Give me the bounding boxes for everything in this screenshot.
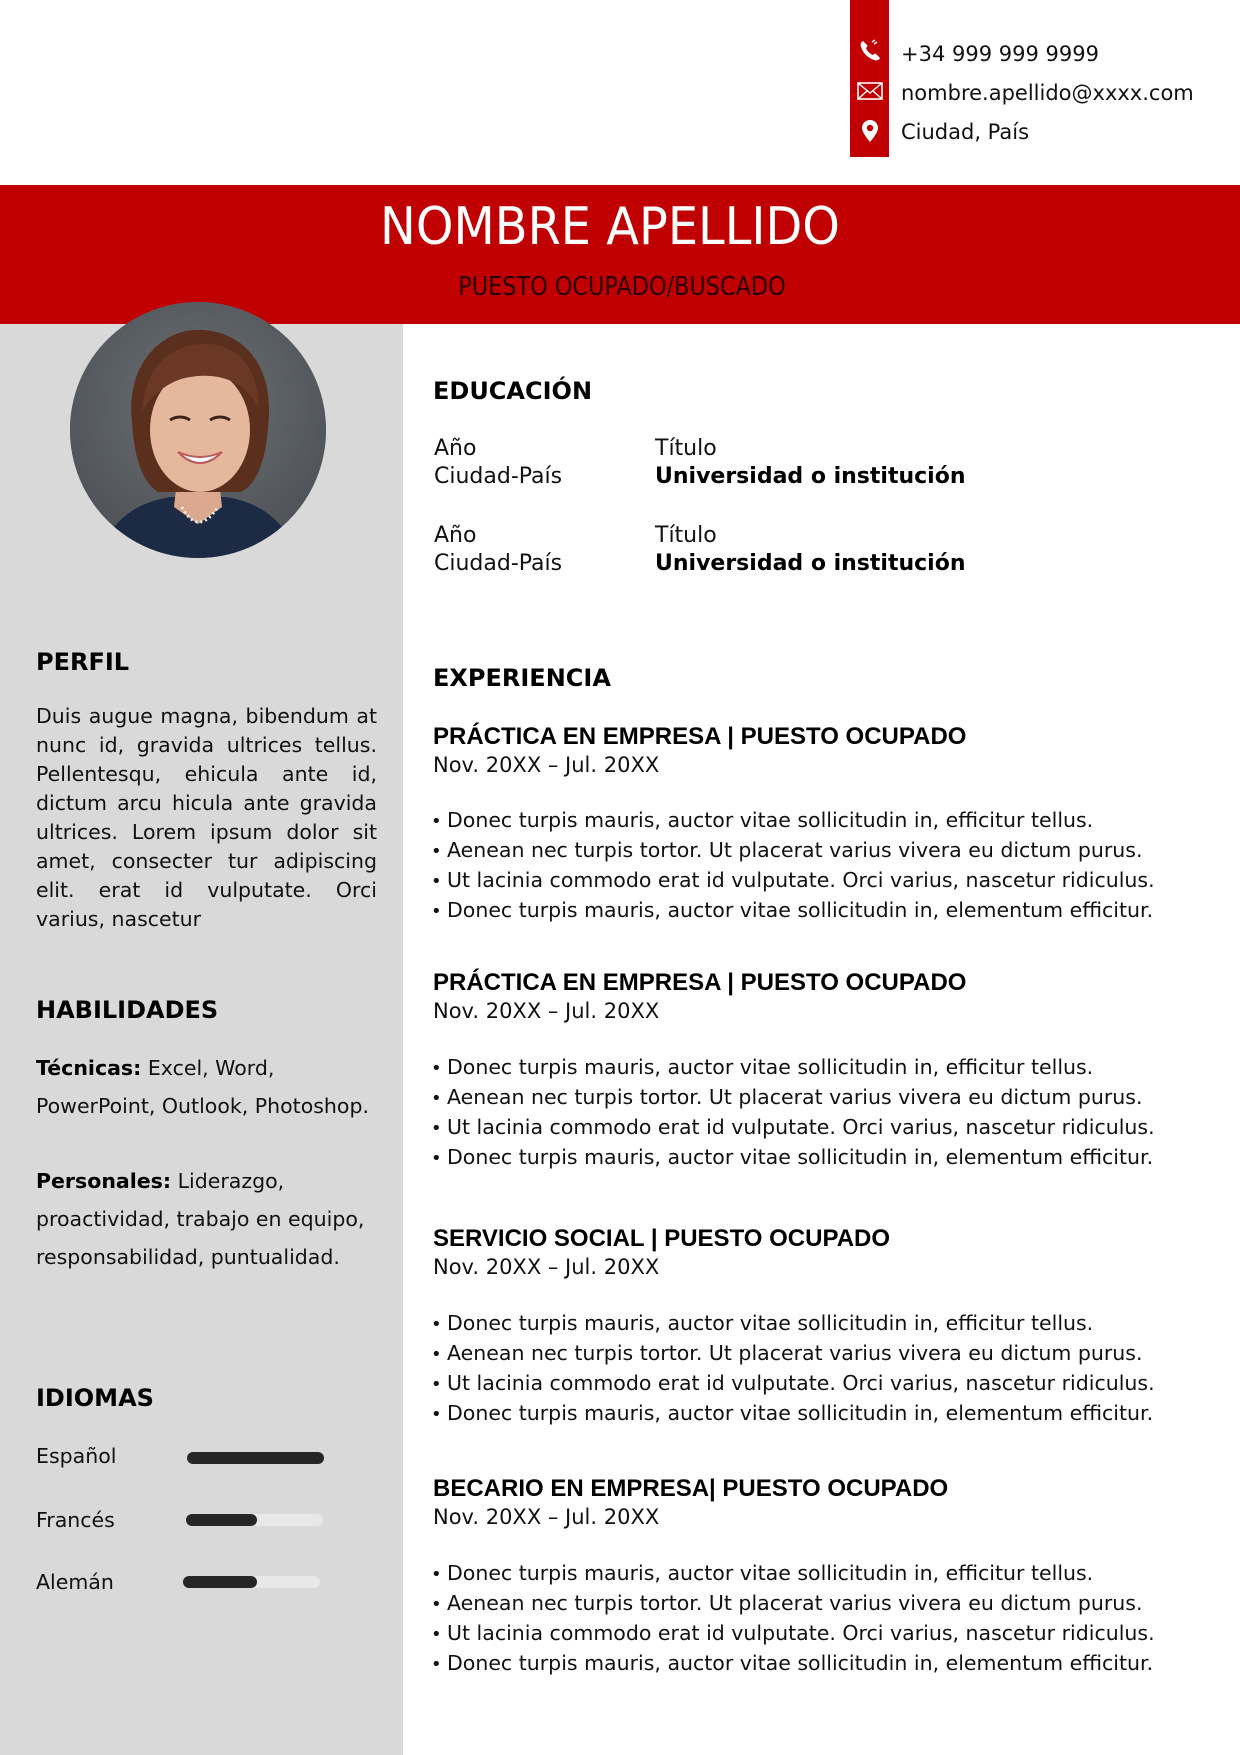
- full-name: NOMBRE APELLIDO: [380, 197, 840, 257]
- personal-skills-line3: responsabilidad, puntualidad.: [36, 1245, 340, 1269]
- job-bullet: • Aenean nec turpis tortor. Ut placerat varius vivera eu dictum purus.: [431, 1083, 1155, 1113]
- job-bullet: • Donec turpis mauris, auctor vitae sollicitudin in, efficitur tellus.: [431, 1559, 1155, 1589]
- job-bullet: • Donec turpis mauris, auctor vitae sollicitudin in, elementum efficitur.: [431, 1399, 1155, 1429]
- job-bullets: [431, 806, 1155, 926]
- personal-skills-line1: Liderazgo,: [171, 1169, 285, 1193]
- profile-heading: PERFIL: [36, 648, 130, 676]
- education-year: Año: [434, 436, 477, 461]
- job-bullet: • Ut lacinia commodo erat id vulputate. Orci varius, nascetur ridiculus.: [431, 866, 1155, 896]
- job-bullet: • Ut lacinia commodo erat id vulputate. Orci varius, nascetur ridiculus.: [431, 1619, 1155, 1649]
- education-title: Título: [655, 436, 717, 461]
- language-label: Francés: [36, 1508, 115, 1532]
- job-dates: Nov. 20XX – Jul. 20XX: [433, 999, 660, 1023]
- technical-skills-label: Técnicas:: [36, 1056, 142, 1080]
- profile-summary: Duis augue magna, bibendum at nunc id, gravida ultrices tellus. Pellentesqu, ehicula ante id, dictum arcu hicula ante gravida ultrices. Lorem ipsum dolor sit amet, consecter tur adipiscing elit. erat id vulputate. Orci varius, nascetur: [36, 704, 377, 931]
- language-level-fill: [183, 1576, 257, 1588]
- envelope-icon: [850, 76, 889, 106]
- education-institution: Universidad o institución: [655, 551, 966, 576]
- language-label: Alemán: [36, 1570, 114, 1594]
- job-bullet: • Aenean nec turpis tortor. Ut placerat varius vivera eu dictum purus.: [431, 1339, 1155, 1369]
- job-role: PUESTO OCUPADO/BUSCADO: [458, 272, 786, 302]
- job-dates: Nov. 20XX – Jul. 20XX: [433, 753, 660, 777]
- job-bullet: • Ut lacinia commodo erat id vulputate. Orci varius, nascetur ridiculus.: [431, 1113, 1155, 1143]
- job-bullet: • Donec turpis mauris, auctor vitae sollicitudin in, elementum efficitur.: [431, 1649, 1155, 1679]
- personal-skills-line2: proactividad, trabajo en equipo,: [36, 1207, 365, 1231]
- job-bullet: • Aenean nec turpis tortor. Ut placerat varius vivera eu dictum purus.: [431, 836, 1155, 866]
- technical-skills-line1: Excel, Word,: [141, 1056, 275, 1080]
- location-pin-icon: [850, 116, 889, 146]
- job-title: PRÁCTICA EN EMPRESA | PUESTO OCUPADO: [433, 723, 967, 750]
- education-institution: Universidad o institución: [655, 464, 966, 489]
- language-label: Español: [36, 1444, 117, 1468]
- personal-skills: [36, 1162, 396, 1200]
- personal-skills-label: Personales:: [36, 1169, 172, 1193]
- education-heading: EDUCACIÓN: [433, 377, 593, 405]
- job-bullets: [431, 1559, 1155, 1679]
- job-title: PRÁCTICA EN EMPRESA | PUESTO OCUPADO: [433, 969, 967, 996]
- contact-email: nombre.apellido@xxxx.com: [901, 81, 1194, 105]
- language-level-fill: [186, 1514, 257, 1526]
- contact-location: Ciudad, País: [901, 120, 1030, 144]
- phone-icon: [850, 36, 889, 66]
- technical-skills: [36, 1049, 396, 1087]
- job-bullet: • Donec turpis mauris, auctor vitae sollicitudin in, elementum efficitur.: [431, 896, 1155, 926]
- language-level-bar: [187, 1452, 324, 1464]
- job-bullet: • Donec turpis mauris, auctor vitae sollicitudin in, elementum efficitur.: [431, 1143, 1155, 1173]
- language-level-bar: [183, 1576, 320, 1588]
- education-place: Ciudad-País: [434, 551, 563, 576]
- education-title: Título: [655, 523, 717, 548]
- education-place: Ciudad-País: [434, 464, 563, 489]
- education-year: Año: [434, 523, 477, 548]
- job-bullet: • Donec turpis mauris, auctor vitae sollicitudin in, efficitur tellus.: [431, 1309, 1155, 1339]
- job-dates: Nov. 20XX – Jul. 20XX: [433, 1505, 660, 1529]
- contact-phone: +34 999 999 9999: [901, 42, 1099, 66]
- job-bullets: [431, 1053, 1155, 1173]
- job-bullet: • Donec turpis mauris, auctor vitae sollicitudin in, efficitur tellus.: [431, 806, 1155, 836]
- language-level-bar: [186, 1514, 323, 1526]
- job-bullets: [431, 1309, 1155, 1429]
- languages-heading: IDIOMAS: [36, 1384, 154, 1412]
- job-bullet: • Aenean nec turpis tortor. Ut placerat varius vivera eu dictum purus.: [431, 1589, 1155, 1619]
- profile-photo: [70, 302, 326, 558]
- job-dates: Nov. 20XX – Jul. 20XX: [433, 1255, 660, 1279]
- job-title: SERVICIO SOCIAL | PUESTO OCUPADO: [433, 1225, 891, 1252]
- job-bullet: • Donec turpis mauris, auctor vitae sollicitudin in, efficitur tellus.: [431, 1053, 1155, 1083]
- technical-skills-line2: PowerPoint, Outlook, Photoshop.: [36, 1094, 369, 1118]
- job-bullet: • Ut lacinia commodo erat id vulputate. Orci varius, nascetur ridiculus.: [431, 1369, 1155, 1399]
- job-title: BECARIO EN EMPRESA| PUESTO OCUPADO: [433, 1475, 949, 1502]
- skills-heading: HABILIDADES: [36, 996, 219, 1024]
- experience-heading: EXPERIENCIA: [433, 664, 611, 692]
- language-level-fill: [187, 1452, 324, 1464]
